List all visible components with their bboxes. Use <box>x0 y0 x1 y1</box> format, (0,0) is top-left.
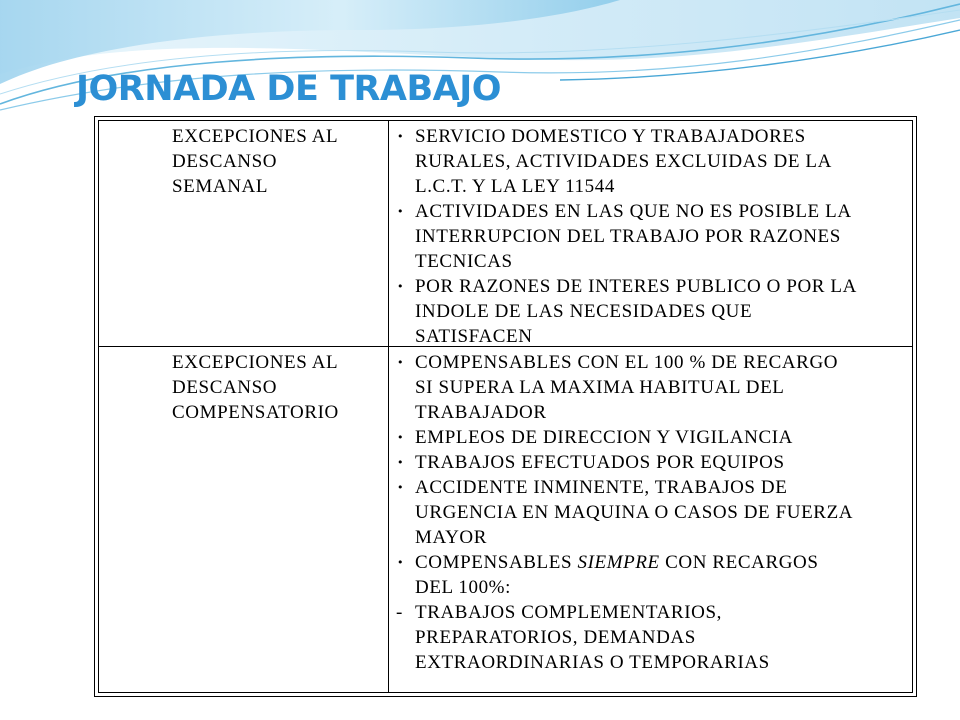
row-1-label: EXCEPCIONES AL DESCANSO SEMANAL <box>172 126 339 197</box>
row-2-item <box>391 350 913 425</box>
bullet-icon: • <box>397 280 404 293</box>
item-text: TRABAJOS EFECTUADOS POR EQUIPOS <box>415 452 785 473</box>
dash-icon: - <box>396 602 403 623</box>
row-1-item <box>391 199 913 274</box>
item-text: ACTIVIDADES EN LAS QUE NO ES POSIBLE LA INTERRUPCION DEL TRABAJO POR RAZONES TECNICAS <box>415 201 852 272</box>
header-wave-decoration <box>0 0 960 130</box>
item-text: EMPLEOS DE DIRECCION Y VIGILANCIA <box>415 427 793 448</box>
row-1-item <box>391 124 913 199</box>
text-segment: CON RECARGOS DEL 100%: <box>415 552 819 598</box>
row-1-item <box>391 274 913 349</box>
bullet-icon: • <box>397 556 404 569</box>
item-text: ACCIDENTE INMINENTE, TRABAJOS DE URGENCIA EN MAQUINA O CASOS DE FUERZA MAYOR <box>415 477 854 548</box>
bullet-icon: • <box>397 205 404 218</box>
row-2-item <box>391 600 913 675</box>
row-2-item <box>391 450 913 475</box>
bullet-icon: • <box>397 431 404 444</box>
row-2-label: EXCEPCIONES AL DESCANSO COMPENSATORIO <box>172 352 339 423</box>
bullet-icon: • <box>397 356 404 369</box>
row-2-items <box>391 350 913 675</box>
item-text: POR RAZONES DE INTERES PUBLICO O POR LA INDOLE DE LAS NECESIDADES QUE SATISFACEN <box>415 276 857 347</box>
item-text <box>415 550 913 600</box>
bullet-icon: • <box>397 481 404 494</box>
text-segment: COMPENSABLES <box>415 552 578 573</box>
row-2-item <box>391 475 913 550</box>
exceptions-table <box>94 116 917 697</box>
bullet-icon: • <box>397 456 404 469</box>
item-text: TRABAJOS COMPLEMENTARIOS, PREPARATORIOS, DEMANDAS EXTRAORDINARIAS O TEMPORARIAS <box>415 602 770 673</box>
item-text: COMPENSABLES CON EL 100 % DE RECARGO SI SUPERA LA MAXIMA HABITUAL DEL TRABAJADOR <box>415 352 839 423</box>
bullet-icon: • <box>397 130 404 143</box>
slide-title: JORNADA DE TRABAJO <box>76 69 502 109</box>
row-2-item <box>391 550 913 600</box>
item-text: SERVICIO DOMESTICO Y TRABAJADORES RURALES, ACTIVIDADES EXCLUIDAS DE LA L.C.T. Y LA LEY 11544 <box>415 126 832 197</box>
column-divider <box>388 121 389 692</box>
row-2-item <box>391 425 913 450</box>
emphasis-text: SIEMPRE <box>577 552 660 573</box>
row-1-items <box>391 124 913 349</box>
table-inner-border <box>98 120 913 693</box>
